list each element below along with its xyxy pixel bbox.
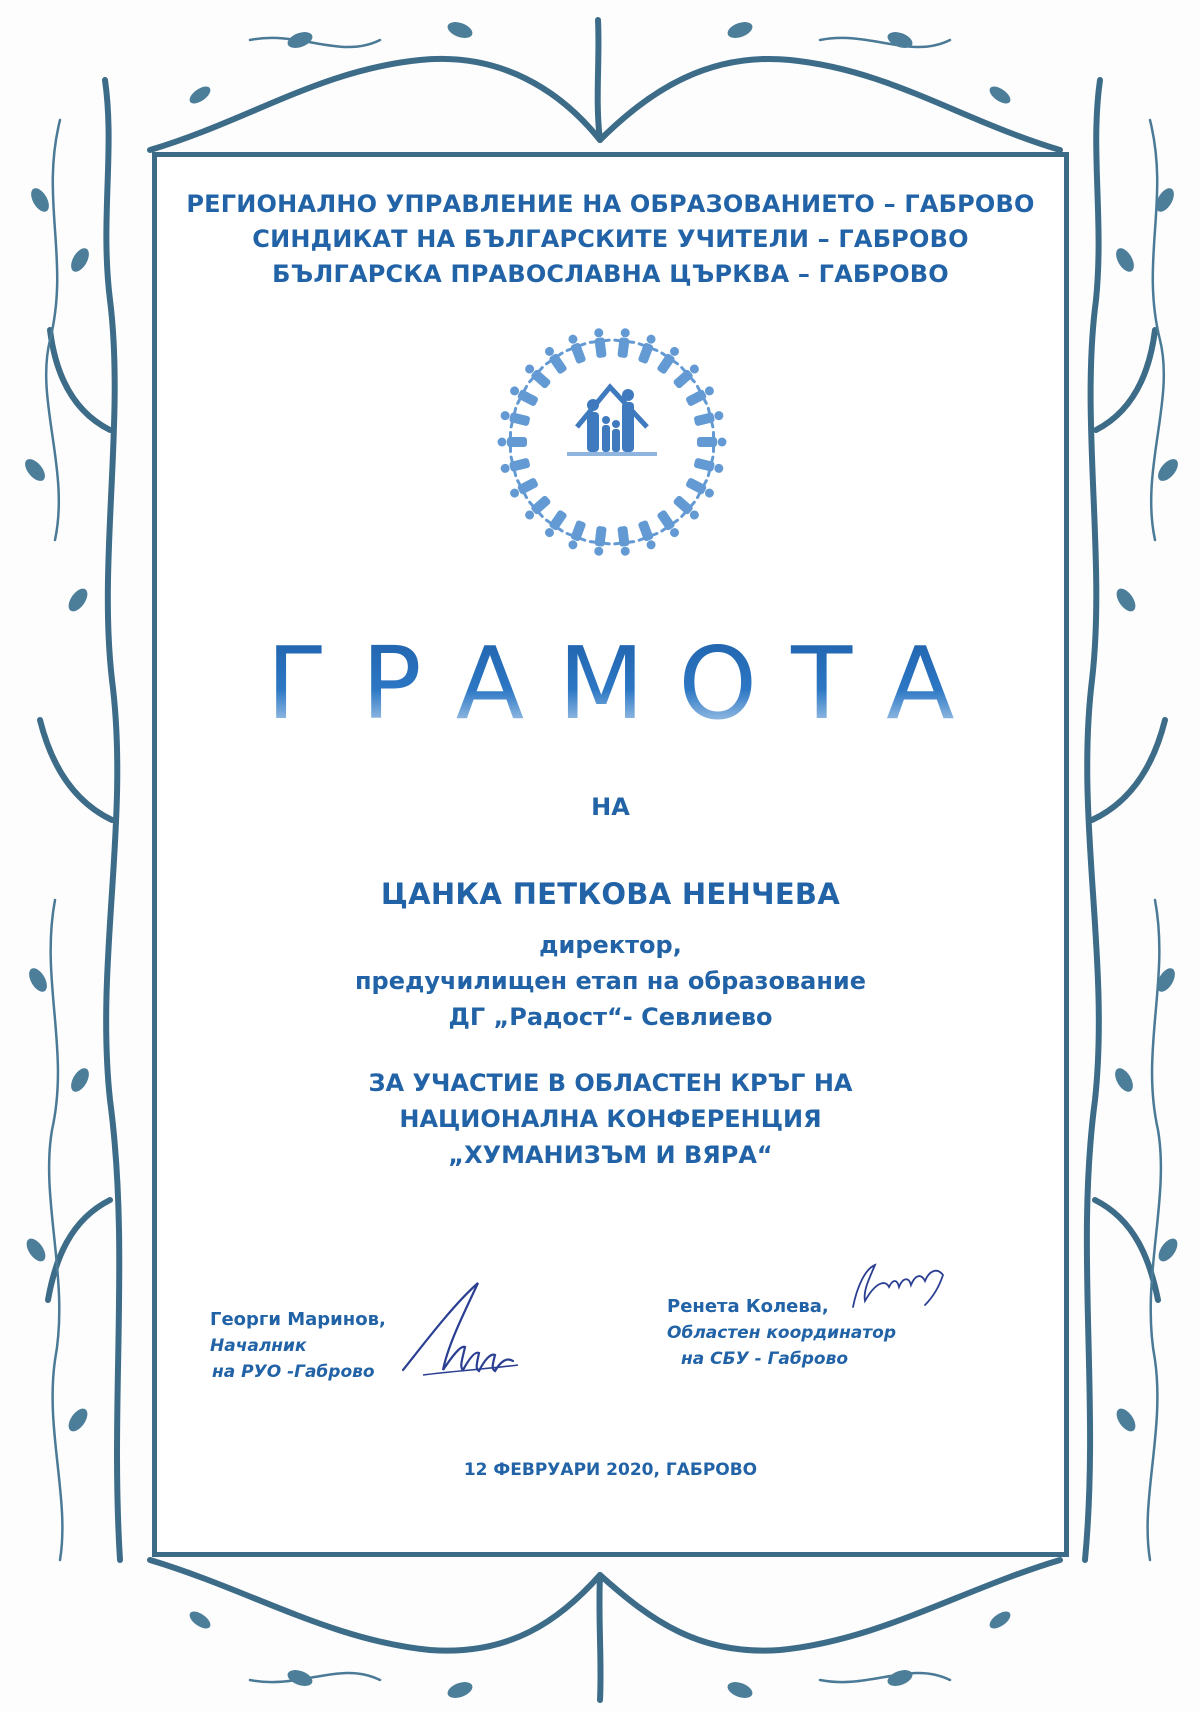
organization-line: РЕГИОНАЛНО УПРАВЛЕНИЕ НА ОБРАЗОВАНИЕТО – ГАБРОВО: [186, 190, 1035, 218]
participation-line: „ХУМАНИЗЪМ И ВЯРА“: [448, 1141, 773, 1169]
family-circle-logo: [482, 317, 742, 567]
signatory-left-position: Началник: [210, 1336, 307, 1356]
logo-person-figure: [632, 331, 663, 366]
signatory-right-office: на СБУ - Габрово: [681, 1349, 849, 1369]
logo-person-figure: [651, 341, 686, 378]
logo-person-figure: [611, 327, 636, 359]
logo-person-figure: [697, 431, 727, 453]
signatory-right-position: Областен координатор: [667, 1323, 896, 1343]
organization-line: БЪЛГАРСКА ПРАВОСЛАВНА ЦЪРКВА – ГАБРОВО: [272, 260, 949, 288]
organization-line: СИНДИКАТ НА БЪЛГАРСКИТЕ УЧИТЕЛИ – ГАБРОВО: [252, 225, 969, 253]
preposition-label: НА: [591, 793, 630, 821]
logo-person-figure: [498, 452, 532, 480]
signatory-left-office: на РУО -Габрово: [212, 1362, 375, 1382]
logo-person-figure: [692, 452, 726, 480]
logo-person-figure: [505, 379, 541, 412]
issuing-organizations: [157, 187, 1064, 292]
logo-person-figure: [682, 379, 718, 412]
logo-person-figure: [682, 472, 718, 505]
logo-person-figure: [611, 525, 636, 557]
logo-person-figure: [505, 472, 541, 505]
participation-line: ЗА УЧАСТИЕ В ОБЛАСТЕН КРЪГ НА: [368, 1069, 853, 1097]
logo-person-figure: [561, 518, 592, 553]
participation-statement: [157, 1065, 1064, 1173]
logo-person-figure: [538, 506, 573, 543]
certificate-frame: [152, 152, 1069, 1557]
logo-person-figure: [538, 341, 573, 378]
logo-person-figure: [587, 525, 612, 557]
recipient-name: ЦАНКА ПЕТКОВА НЕНЧЕВА: [380, 877, 841, 911]
logo-person-figure: [587, 327, 612, 359]
logo-person-figure: [632, 518, 663, 553]
logo-person-figure: [498, 431, 528, 453]
logo-person-figure: [692, 404, 726, 432]
role-line: директор,: [539, 931, 682, 959]
role-line: предучилищен етап на образование: [354, 967, 867, 995]
recipient-role: [157, 927, 1064, 1035]
signatory-right-name: Ренета Колева,: [667, 1296, 829, 1317]
role-line: ДГ „Радост“- Севлиево: [448, 1003, 773, 1031]
logo-person-figure: [498, 404, 532, 432]
participation-line: НАЦИОНАЛНА КОНФЕРЕНЦИЯ: [399, 1105, 822, 1133]
certificate-title: ГРАМОТА: [157, 625, 1064, 742]
signature-left-handwritten: [393, 1275, 523, 1385]
logo-person-figure: [651, 506, 686, 543]
signatory-left-name: Георги Маринов,: [210, 1309, 386, 1330]
logo-person-figure: [561, 331, 592, 366]
signatory-left: [210, 1307, 410, 1385]
issue-date: 12 ФЕВРУАРИ 2020, ГАБРОВО: [463, 1460, 758, 1480]
signature-right-handwritten: [845, 1257, 955, 1313]
